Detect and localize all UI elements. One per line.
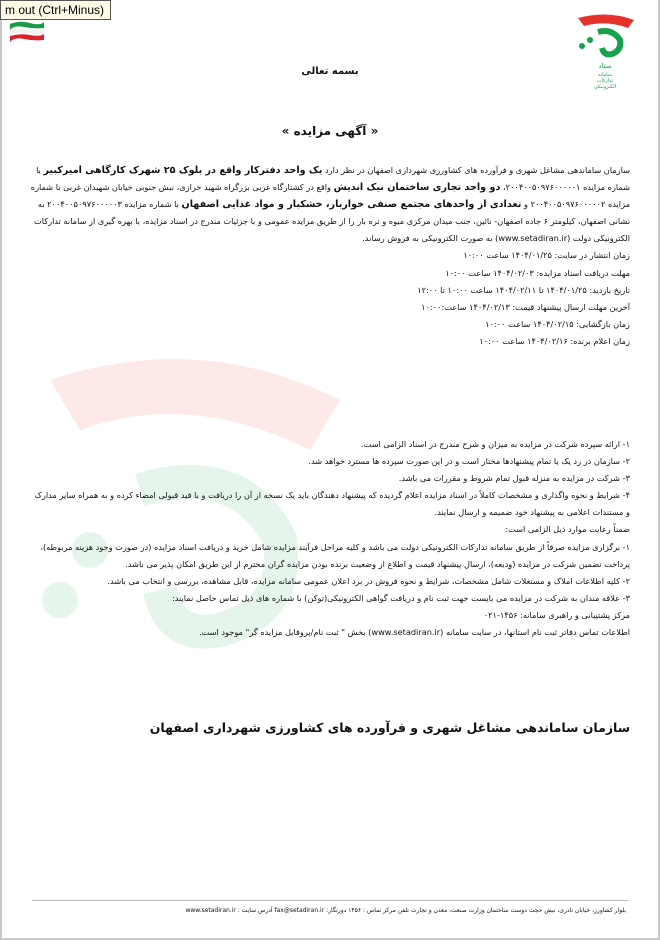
- iran-flag-icon: [8, 18, 46, 44]
- zoom-out-tooltip: m out (Ctrl+Minus): [0, 0, 111, 20]
- date-doc-deadline: مهلت دریافت اسناد مزایده: ۱۴۰۴/۰۲/۰۳ ساعت ۱۰:۰۰: [445, 267, 630, 278]
- logo-sub-text-1: سامانه: [598, 72, 612, 78]
- date-visit: تاریخ بازدید: ۱۴۰۴/۰۱/۲۵ تا ۱۴۰۴/۰۲/۱۱ ساعت ۱۰:۰۰ تا ۱۲:۰۰: [417, 284, 630, 295]
- registration-info: اطلاعات تماس دفاتر ثبت نام استانها، در سایت سامانه (www.setadiran.ir) بخش " ثبت نام/پروفایل مزایده گر" موجود است.: [199, 627, 630, 638]
- logo-main-text: ستاد: [598, 62, 612, 70]
- condition-4: ۴- شرایط و نحوه واگذاری و مشخصات کاملاً در اسناد مزایده اعلام گردیده که پیشنهاد دهندگان باید یک نسخه از آن را دریافت و با قید قبولی امضاء کرده و به همراه سایر مدارک و مستندات اعلامی به پیشنهاد خود ضمیمه و ارسال نمایند.: [34, 490, 630, 518]
- intro-text-2: با شماره مزایده ۲۰۰۴۰۰۵۰۹۷۶۰۰۰۰۰۱،: [36, 165, 630, 193]
- requirement-1: ۱- برگزاری مزایده صرفاً از طریق سامانه تدارکات الکترونیکی دولت می باشد و کلیه مراحل فرآیند مزایده شامل خرید و دریافت اسناد مزایده (در صورت وجود هزینه مربوطه)، پرداخت تضمین شرکت در مزایده (ودیعه)، ارسال پیشنهاد قیمت و اطلاع از وضعیت برنده بودن مزایده گران محترم از این طریق امکان پذیر می باشد.: [40, 541, 630, 569]
- requirement-2: ۲- کلیه اطلاعات املاک و مستغلات شامل مشخصات، شرایط و نحوه فروش در برد اعلان عمومی سامانه مزایده، قابل مشاهده، بررسی و انتخاب می باشد.: [107, 575, 630, 586]
- date-opening: زمان بازگشایی: ۱۴۰۴/۰۲/۱۵ ساعت ۱۰:۰۰: [485, 319, 630, 330]
- footer-divider: [32, 900, 628, 901]
- requirements-intro: ضمناً رعایت موارد ذیل الزامی است:: [505, 524, 630, 535]
- footer-address: بلوار کشاورز، خیابان نادری، نبش حجت دوست ساختمان وزارت صنعت، معدن و تجارت تلفن مرکز تماس : ۱۴۵۶ دورنگار: fax@setadiran.ir آدرس سایت : www.setadiran.ir: [185, 907, 626, 914]
- setad-logo: [568, 10, 642, 90]
- organization-signature: سازمان ساماندهی مشاغل شهری و فرآورده های کشاورزی شهرداری اصفهان: [149, 720, 630, 735]
- condition-1: ۱- ارائه سپرده شرکت در مزایده به میزان و شرح مندرج در اسناد الزامی است.: [361, 439, 630, 449]
- document-page: [2, 0, 658, 938]
- date-winner: زمان اعلام برنده: ۱۴۰۴/۰۲/۱۶ ساعت ۱۰:۰۰: [479, 336, 630, 347]
- intro-paragraph: [28, 162, 630, 351]
- intro-bold-3: تعدادی از واحدهای مجتمع صنفی خواربار، خشکبار و مواد غذایی اصفهان: [181, 199, 522, 211]
- intro-text-3: واقع در کشتارگاه غربی بزرگراه شهید خرازی، نبش جنوبی خیابان شهیدان غربی با شماره مزایده ۲۰۰۴۰۰۵۰۹۷۶۰۰۰۰۰۲ و: [30, 182, 630, 210]
- support-center: مرکز پشتیبانی و راهبری سامانه: ۱۴۵۶-۰۲۱: [483, 609, 630, 620]
- condition-3: ۳- شرکت در مزایده به منزله قبول تمام شروط و مقررات می باشد.: [398, 473, 630, 484]
- intro-bold-2: دو واحد تجاری ساختمان نیک اندیش: [333, 182, 501, 194]
- basmala-heading: بسمه تعالی: [301, 66, 359, 77]
- dates-list: [28, 247, 630, 350]
- logo-sub-text-2: تدارکات: [596, 78, 614, 84]
- auction-title: « آگهی مزایده »: [281, 124, 379, 138]
- date-bid-deadline: آخرین مهلت ارسال پیشنهاد قیمت: ۱۴۰۴/۰۲/۱۳ ساعت:۱۰:۰۰: [421, 302, 630, 313]
- logo-sub-text-3: الکترونیکی: [593, 84, 617, 90]
- date-publish: زمان انتشار در سایت: ۱۴۰۴/۰۱/۲۵ ساعت ۱۰:۰۰: [463, 250, 630, 261]
- intro-text-4: با شماره مزایده ۲۰۰۴۰۰۵۰۹۷۶۰۰۰۰۰۳ به نشانی اصفهان، کیلومتر ۶ جاده اصفهان- نائین، جنب میدان مرکزی میوه و تره بار را از طریق مزایده عمومی و با جزئیات مندرج در اسناد مزایده، با بهره گیری از سامانه تدارکات الکترونیکی دولت (www.setadiran.ir) به صورت الکترونیکی به فروش رساند.: [34, 199, 630, 244]
- requirement-3: ۳- علاقه مندان به شرکت در مزایده می بایست جهت ثبت نام و دریافت گواهی الکترونیکی(توکن) با شماره های ذیل تماس حاصل نمایند:: [171, 592, 630, 603]
- intro-bold-1: یک واحد دفترکار واقع در بلوک ۲۵ شهرک کارگاهی امیرکبیر: [43, 165, 323, 176]
- condition-2: ۲- سازمان در رد یک یا تمام پیشنهادها مختار است و در این صورت سپرده ها مسترد خواهد شد.: [308, 456, 630, 467]
- conditions-list: [28, 436, 630, 641]
- intro-text-1: سازمان ساماندهی مشاغل شهری و فرآورده های کشاورزی شهرداری اصفهان در نظر دارد: [324, 165, 630, 175]
